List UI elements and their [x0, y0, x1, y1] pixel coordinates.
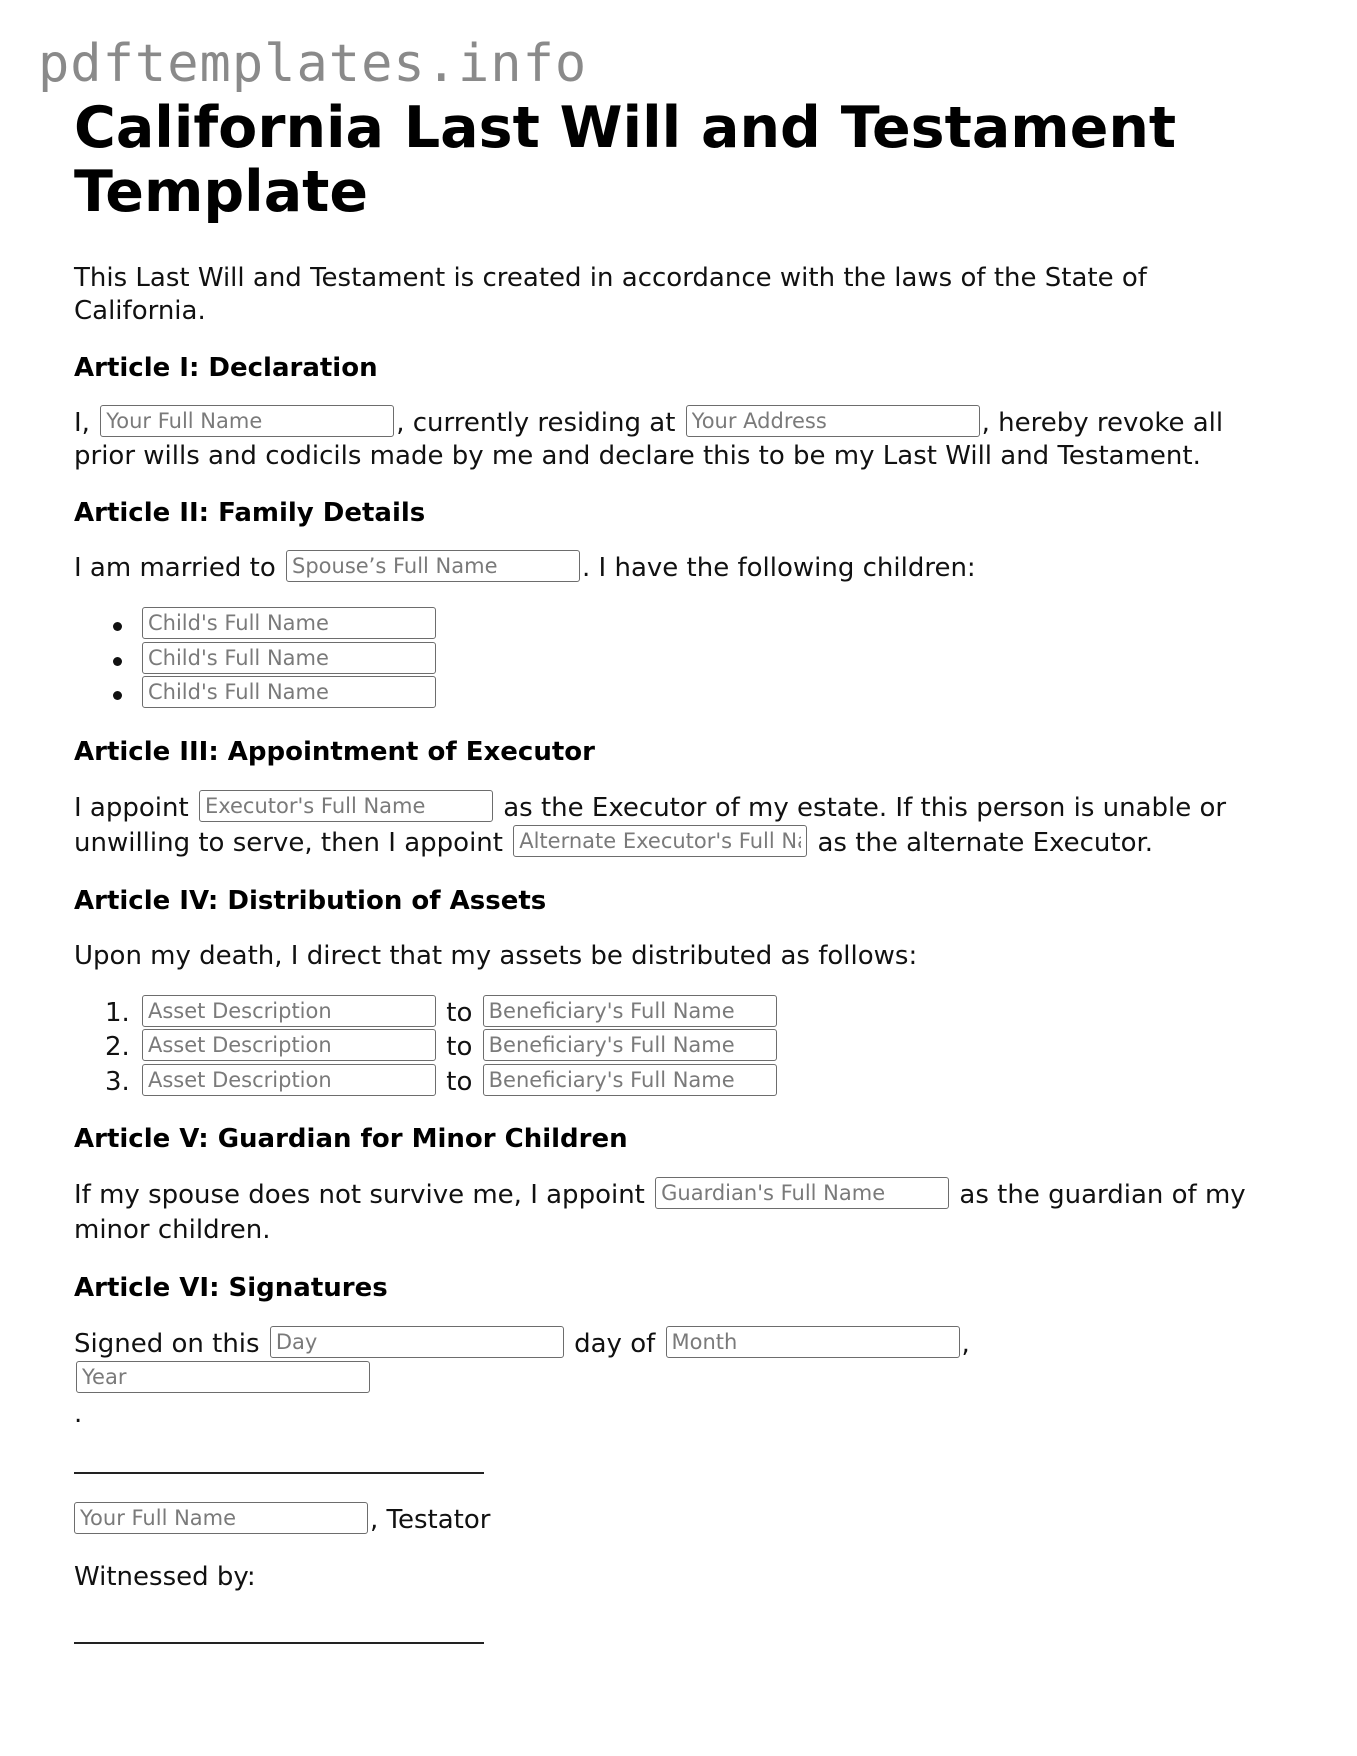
address-input[interactable] [686, 405, 980, 437]
text-segment: . [74, 1399, 83, 1429]
beneficiary-name-input[interactable] [483, 1064, 777, 1096]
document-body [74, 96, 1274, 1644]
beneficiary-name-input[interactable] [483, 1029, 777, 1061]
child-name-input[interactable] [142, 676, 436, 708]
article-5-heading: Article V: Guardian for Minor Children [74, 1124, 628, 1154]
text-segment: I, [74, 408, 90, 438]
testator-signature-line[interactable] [74, 1472, 484, 1474]
child-name-input[interactable] [142, 642, 436, 674]
alternate-executor-input[interactable] [513, 825, 807, 857]
testator-line [74, 1504, 1274, 1537]
article-3-text [74, 791, 1274, 861]
asset-description-input[interactable] [142, 995, 436, 1027]
text-segment: as the Executor of my estate. If this person is unable or unwilling to serve, then I appoint [74, 792, 1227, 858]
article-5-text [74, 1178, 1274, 1248]
asset-description-input[interactable] [142, 1064, 436, 1096]
text-segment: . I have the following children: [582, 553, 976, 583]
full-name-input[interactable] [100, 405, 394, 437]
testator-label: , Testator [370, 1505, 491, 1535]
article-2-heading: Article II: Family Details [74, 498, 426, 528]
child-name-input[interactable] [142, 607, 436, 639]
children-list [74, 608, 1274, 712]
item-number: 3. [105, 1066, 130, 1097]
day-input[interactable] [270, 1326, 564, 1358]
page-title: California Last Will and Testament Template [74, 95, 1177, 225]
text-segment: as the guardian of my minor children. [74, 1180, 1246, 1245]
beneficiary-name-input[interactable] [483, 995, 777, 1027]
assets-list [74, 996, 1274, 1100]
text-segment: as the alternate Executor. [817, 827, 1154, 858]
signed-on-line [74, 1327, 1274, 1432]
text-segment: I appoint [74, 792, 189, 823]
article-4-heading: Article IV: Distribution of Assets [74, 885, 547, 916]
text-segment: If my spouse does not survive me, I appoint [74, 1180, 645, 1210]
month-input[interactable] [666, 1326, 960, 1358]
text-segment: day of [574, 1329, 656, 1359]
article-4-intro: Upon my death, I direct that my assets be distributed as follows: [74, 940, 918, 971]
article-2-text [74, 552, 1274, 585]
text-segment: , [961, 1329, 970, 1359]
asset-description-input[interactable] [142, 1029, 436, 1061]
text-segment: to [446, 1032, 473, 1062]
article-1-text [74, 407, 1274, 473]
witness-signature-line[interactable] [74, 1642, 484, 1644]
watermark: pdftemplates.info [38, 34, 588, 94]
text-segment: to [446, 997, 473, 1028]
list-item [140, 643, 1274, 678]
text-segment: to [446, 1066, 473, 1097]
witnessed-by-label: Witnessed by: [74, 1562, 256, 1592]
list-item [140, 677, 1274, 712]
text-segment: , currently residing at [396, 408, 676, 438]
spouse-name-input[interactable] [286, 550, 580, 582]
text-segment: I am married to [74, 553, 276, 583]
article-6-heading: Article VI: Signatures [74, 1273, 388, 1303]
list-item [105, 1065, 1274, 1100]
article-1-heading: Article I: Declaration [74, 353, 378, 383]
list-item [105, 1030, 1274, 1065]
text-segment: Signed on this [74, 1329, 260, 1359]
intro-paragraph: This Last Will and Testament is created in accordance with the laws of the State of California. [74, 263, 1147, 326]
list-item [140, 608, 1274, 643]
article-3-heading: Article III: Appointment of Executor [74, 736, 595, 767]
list-item [105, 996, 1274, 1031]
guardian-name-input[interactable] [655, 1177, 949, 1209]
item-number: 2. [105, 1032, 130, 1062]
year-input[interactable] [76, 1361, 370, 1393]
text-segment: , hereby revoke all prior wills and codicils made by me and declare this to be my Last Will and Testament. [74, 408, 1224, 471]
executor-name-input[interactable] [199, 790, 493, 822]
item-number: 1. [105, 997, 130, 1028]
testator-name-input[interactable] [74, 1502, 368, 1534]
